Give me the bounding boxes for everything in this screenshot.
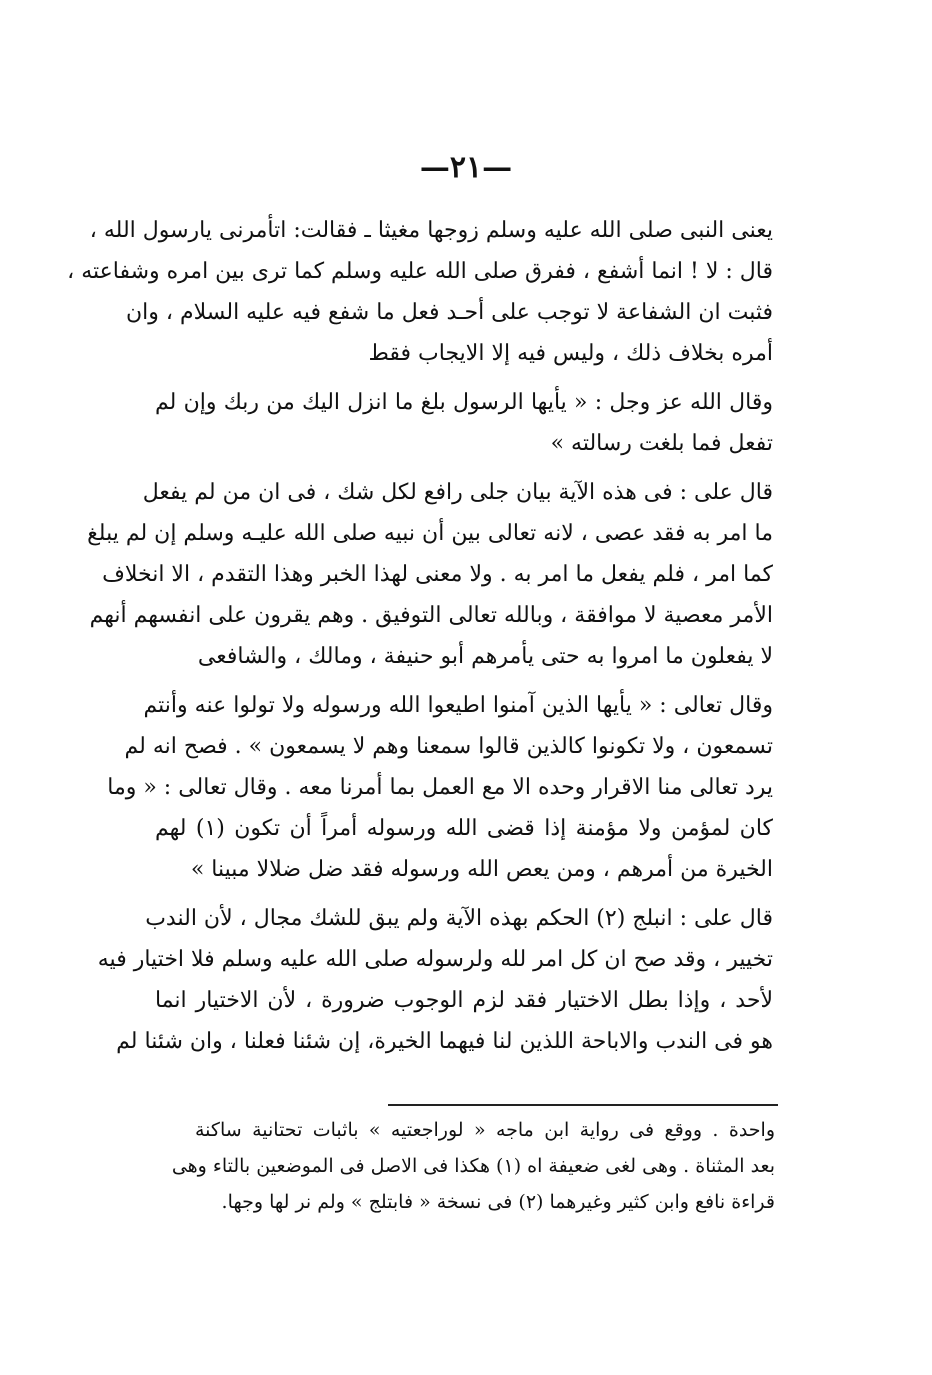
text-line: لا يفعلون ما امروا به حتى يأمرهم أبو حنيفة ، ومالك ، والشافعى [197, 644, 773, 669]
text-line: أمره بخلاف ذلك ، وليس فيه إلا الايجاب فقط [368, 341, 773, 366]
text-line: قال : لا ! انما أشفع ، ففرق صلى الله عليه وسلم كما ترى بين امره وشفاعته ، [67, 259, 773, 284]
text-line: يعنى النبى صلى الله عليه وسلم زوجها مغيثا ـ فقالت: اتأمرنى يارسول الله ، [89, 218, 773, 243]
text-line: فثبت ان الشفاعة لا توجب على أحـد فعل ما شفع فيه عليه السلام ، وان [126, 300, 773, 325]
footnote-separator [388, 1104, 778, 1106]
text-line: لأحد ، وإذا بطل الاختيار فقد لزم الوجوب ضرورة ، لأن الاختيار انما [155, 988, 773, 1013]
footnote-line: بعد المثناة . وهى لغى ضعيفة اه (١) هكذا فى الاصل فى الموضعين بالتاء وهى [171, 1155, 775, 1177]
text-line: هو فى الندب والاباحة اللذين لنا فيهما الخيرة، إن شئنا فعلنا ، وان شئنا لم [116, 1029, 773, 1054]
text-line: الخيرة من أمرهم ، ومن يعص الله ورسوله فقد ضل ضلالا مبينا » [190, 857, 773, 882]
text-line: تخيير ، وقد صح ان كل امر لله ولرسوله صلى الله عليه وسلم فلا اختيار فيه [97, 947, 773, 972]
text-line: وقال تعالى : « يأيها الذين آمنوا اطيعوا الله ورسوله ولا تولوا عنه وأنتم [143, 693, 773, 718]
text-line: قال على : فى هذه الآية بيان جلى رافع لكل شك ، فى ان من لم يفعل [142, 480, 773, 505]
main-text [67, 210, 773, 1062]
text-line: تسمعون ، ولا تكونوا كالذين قالوا سمعنا وهم لا يسمعون » . فصح انه لم [124, 734, 773, 759]
text-line: يرد تعالى منا الاقرار وحده الا مع العمل بما أمرنا معه . وقال تعالى : « وما [107, 775, 773, 800]
page-number: —٢١— [419, 150, 513, 185]
footnote-line: قراءة نافع وابن كثير وغيرهما (٢) فى نسخة « فابتلج » ولم نر لها وجها. [221, 1191, 775, 1213]
text-line: وقال الله عز وجل : « يأيها الرسول بلغ ما انزل اليك من ربك وإن لم [155, 390, 773, 415]
footnotes [171, 1112, 775, 1220]
text-line: الأمر معصية لا موافقة ، وبالله تعالى التوفيق . وهم يقرون على انفسهم أنهم [89, 603, 773, 628]
footnote-line: واحدة . ووقع فى رواية ابن ماجه « لوراجعتيه » باثبات تحتانية ساكنة [195, 1119, 775, 1141]
text-line: قال على : انبلج (٢) الحكم بهذه الآية ولم يبق للشك مجال ، لأن الندب [145, 906, 773, 931]
text-line: كان لمؤمن ولا مؤمنة إذا قضى الله ورسوله أمراً أن تكون (١) لهم [155, 816, 773, 841]
text-line: كما امر ، فلم يفعل ما امر به . ولا معنى لهذا الخبر وهذا التقدم ، الا انخلاف [102, 562, 773, 587]
text-line: تفعل فما بلغت رسالته » [550, 431, 773, 456]
text-line: ما امر به فقد عصى ، لانه تعالى بين أن نبيه صلى الله عليـه وسلم إن لم يبلغ [87, 521, 773, 546]
